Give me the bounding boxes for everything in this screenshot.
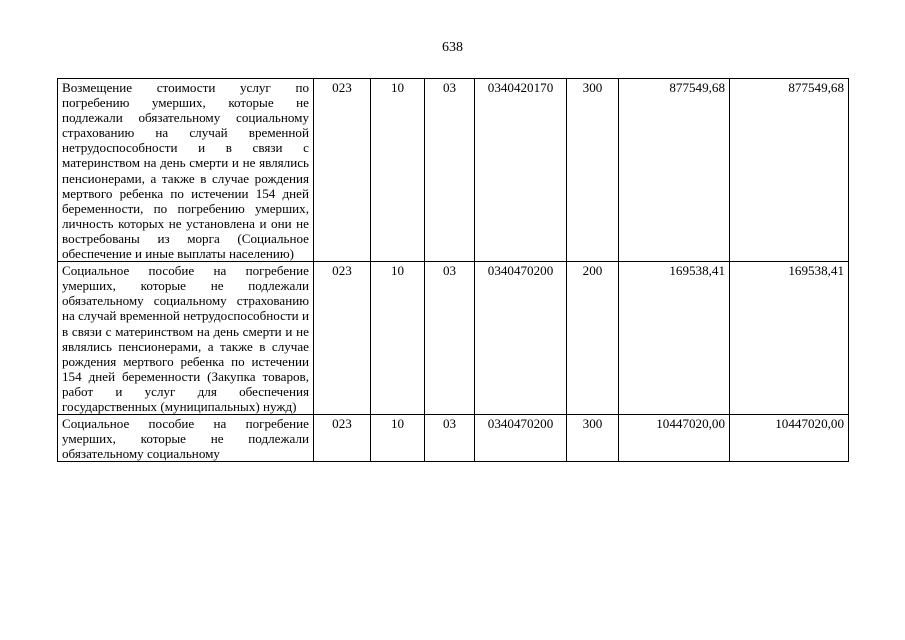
budget-table (57, 78, 849, 462)
row-amount-1: 877549,68 (619, 79, 730, 262)
row-section-code: 10 (371, 415, 425, 462)
row-description: Возмещение стоимости услуг по погребению умерших, которые не подлежали обязательному социальному страхованию на случай временной нетрудоспособности и в связи с материнством на день смерти и не являлись пенсионерами, а также в случае рождения мертвого ребенка по истечении 154 дней беременности, по погребению умерших, личность которых не установлена и они не востребованы из морга (Социальное обеспечение и иные выплаты населению) (58, 79, 314, 262)
row-expense-type: 300 (567, 415, 619, 462)
row-target-article: 0340420170 (475, 79, 567, 262)
row-target-article: 0340470200 (475, 415, 567, 462)
table-row (58, 415, 849, 462)
row-amount-1: 169538,41 (619, 262, 730, 415)
row-description: Социальное пособие на погребение умерших, которые не подлежали обязательному социальному страхованию на случай временной нетрудоспособности и в связи с материнством на день смерти и не являлись пенсионерами, а также в случае рождения мертвого ребенка по истечении 154 дней беременности (Закупка товаров, работ и услуг для обеспечения государственных (муниципальных) нужд) (58, 262, 314, 415)
row-amount-1: 10447020,00 (619, 415, 730, 462)
row-amount-2: 877549,68 (730, 79, 849, 262)
row-target-article: 0340470200 (475, 262, 567, 415)
row-amount-2: 10447020,00 (730, 415, 849, 462)
row-ministry-code: 023 (314, 415, 371, 462)
table-row (58, 262, 849, 415)
row-ministry-code: 023 (314, 79, 371, 262)
row-description: Социальное пособие на погребение умерших, которые не подлежали обязательному социальному (58, 415, 314, 462)
row-subsection-code: 03 (425, 415, 475, 462)
row-subsection-code: 03 (425, 262, 475, 415)
row-ministry-code: 023 (314, 262, 371, 415)
row-section-code: 10 (371, 262, 425, 415)
row-section-code: 10 (371, 79, 425, 262)
row-expense-type: 200 (567, 262, 619, 415)
row-amount-2: 169538,41 (730, 262, 849, 415)
row-subsection-code: 03 (425, 79, 475, 262)
table-row (58, 79, 849, 262)
page-number: 638 (442, 40, 463, 55)
row-expense-type: 300 (567, 79, 619, 262)
